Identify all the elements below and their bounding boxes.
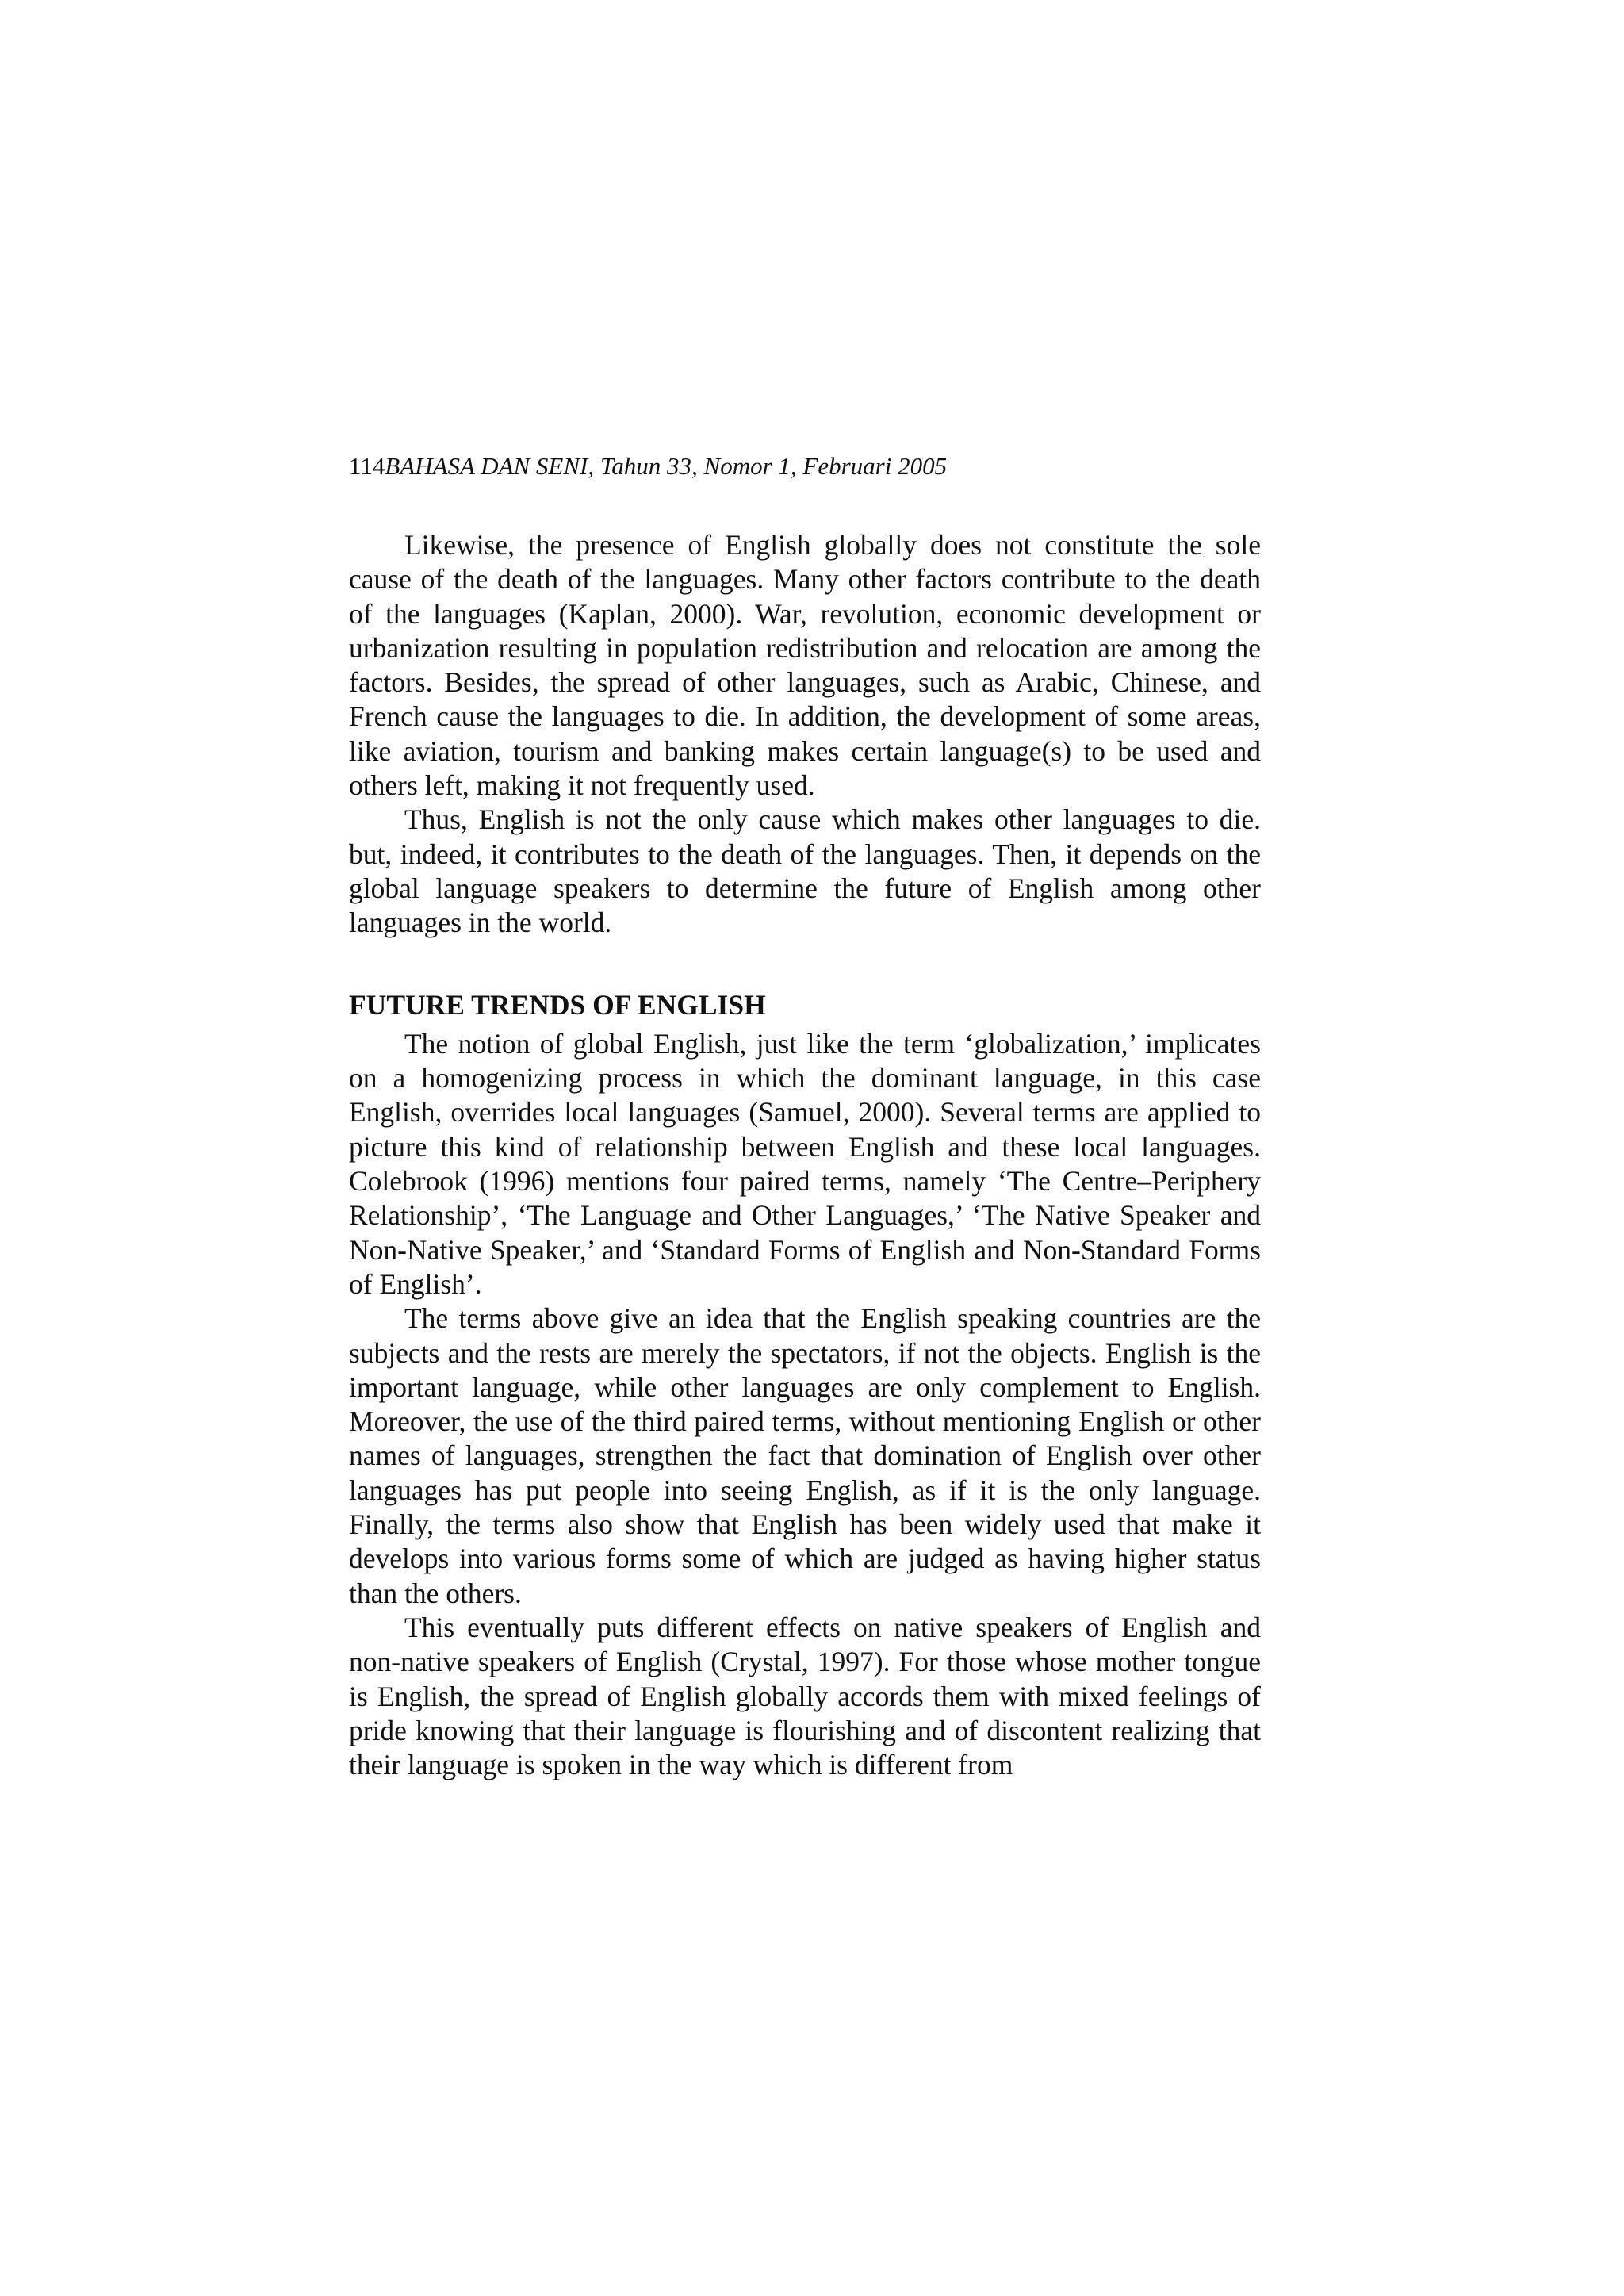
paragraph: The notion of global English, just like the term ‘globalization,’ implicates on a homogenizing process in which the dominant language, in this case English, overrides local languages (Samuel, 2000). Several terms are applied to picture this kind of relationship between English and these local languages. Colebrook (1996) mentions four paired terms, namely ‘The Centre–Periphery Relationship’, ‘The Language and Other Languages,’ ‘The Native Speaker and Non-Native Speaker,’ and ‘Standard Forms of English and Non-Standard Forms of English’. <box>349 1027 1261 1300</box>
page-number: 114 <box>349 452 385 480</box>
journal-title: BAHASA DAN SENI, Tahun 33, Nomor 1, Februari 2005 <box>385 452 948 480</box>
paragraph: Likewise, the presence of English globally does not constitute the sole cause of the death of the languages. Many other factors contribute to the death of the languages (Kaplan, 2000). War, revolution, economic development or urbanization resulting in population redistribution and relocation are among the factors. Besides, the spread of other languages, such as Arabic, Chinese, and French cause the languages to die. In addition, the development of some areas, like aviation, tourism and banking makes certain language(s) to be used and others left, making it not frequently used. <box>349 529 1261 802</box>
paragraph: The terms above give an idea that the English speaking countries are the subjects and the rests are merely the spectators, if not the objects. English is the important language, while other languages are only complement to English. Moreover, the use of the third paired terms, without mentioning English or other names of languages, strengthen the fact that domination of English over other languages has put people into seeing English, as if it is the only language. Finally, the terms also show that English has been widely used that make it develops into various forms some of which are judged as having higher status than the others. <box>349 1302 1261 1609</box>
section-heading: FUTURE TRENDS OF ENGLISH <box>349 988 766 1021</box>
paragraph: Thus, English is not the only cause which makes other languages to die. but, indeed, it contributes to the death of the languages. Then, it depends on the global language speakers to determine the future of English among other languages in the world. <box>349 803 1261 939</box>
article-body <box>349 528 1261 1782</box>
running-head <box>349 450 1261 482</box>
paragraph: This eventually puts different effects on native speakers of English and non-native speakers of English (Crystal, 1997). For those whose mother tongue is English, the spread of English globally accords them with mixed feelings of pride knowing that their language is flourishing and of discontent realizing that their language is spoken in the way which is different from <box>349 1611 1261 1781</box>
